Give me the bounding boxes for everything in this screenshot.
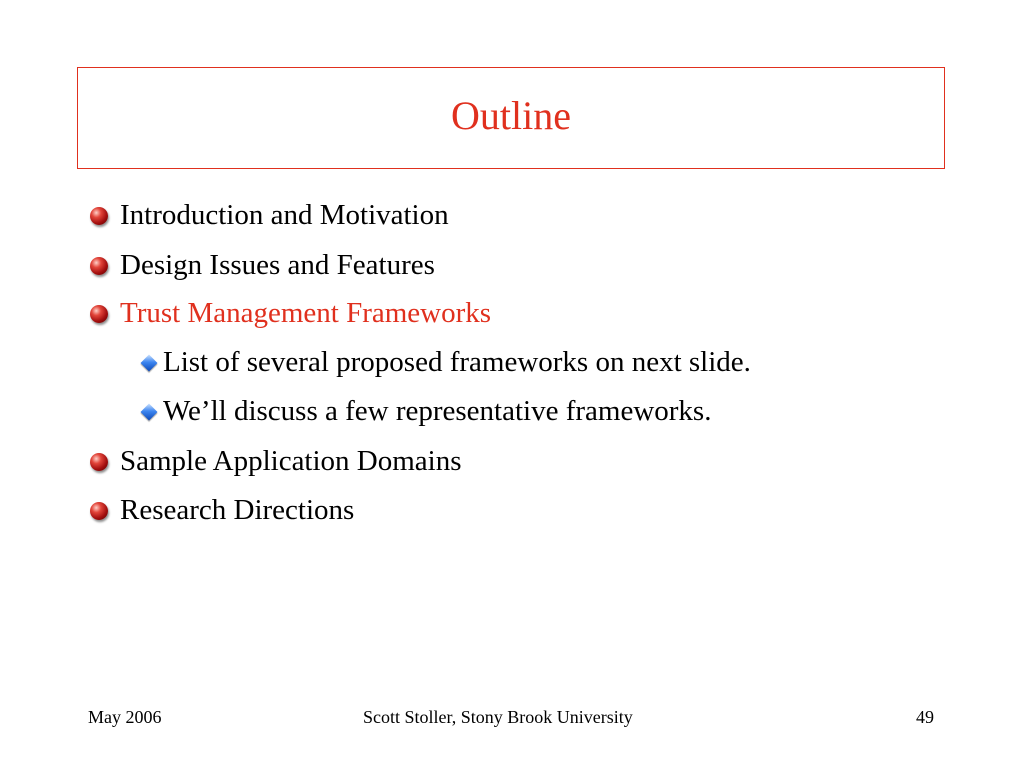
sub-bullet-item	[140, 397, 711, 426]
sub-bullet-label: List of several proposed frameworks on next slide.	[163, 346, 751, 378]
red-ball-bullet-icon	[90, 453, 108, 471]
bullet-label: Research Directions	[120, 494, 355, 526]
bullet-item	[90, 496, 354, 525]
red-ball-bullet-icon	[90, 207, 108, 225]
sub-bullet-label: We’ll discuss a few representative frameworks.	[163, 395, 712, 427]
blue-diamond-bullet-icon	[141, 354, 158, 371]
bullet-label: Design Issues and Features	[120, 249, 435, 281]
footer-date: May 2006	[88, 707, 162, 727]
bullet-label: Sample Application Domains	[120, 445, 462, 477]
bullet-label: Introduction and Motivation	[120, 199, 449, 231]
blue-diamond-bullet-icon	[141, 403, 158, 420]
red-ball-bullet-icon	[90, 257, 108, 275]
bullet-item	[90, 447, 462, 476]
sub-bullet-item	[140, 348, 751, 377]
bullet-label: Trust Management Frameworks	[120, 297, 492, 329]
red-ball-bullet-icon	[90, 305, 108, 323]
red-ball-bullet-icon	[90, 502, 108, 520]
title-frame	[77, 67, 945, 169]
footer-author: Scott Stoller, Stony Brook University	[363, 707, 633, 727]
slide-title: Outline	[451, 93, 571, 138]
bullet-item	[90, 251, 435, 280]
footer-page-number: 49	[916, 707, 934, 727]
bullet-item-highlighted	[90, 299, 491, 328]
bullet-item	[90, 201, 449, 230]
